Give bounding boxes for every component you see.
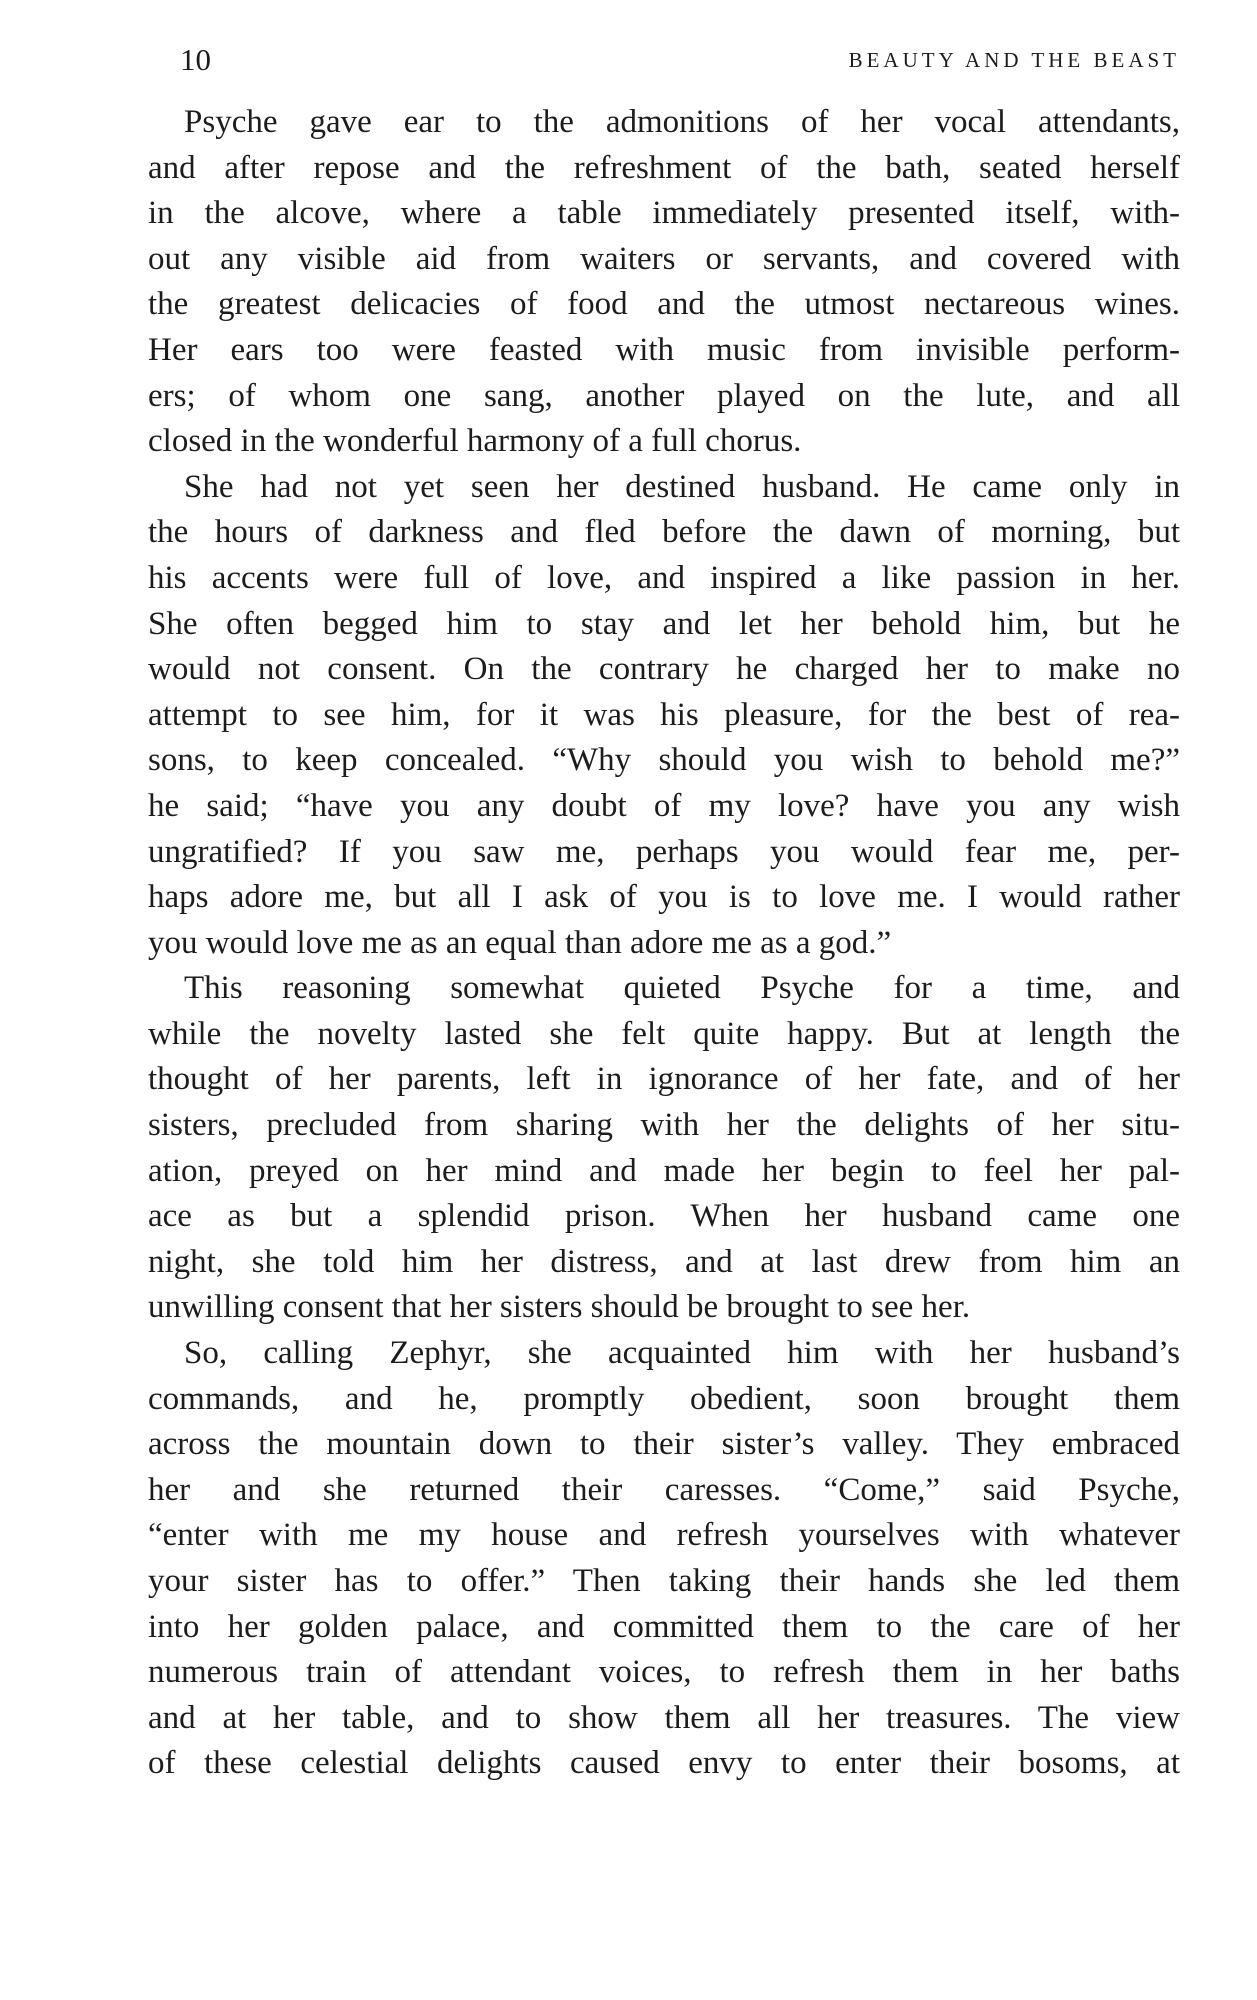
- text-line: She often begged him to stay and let her behold him, but he: [148, 605, 1180, 642]
- text-line: the greatest delicacies of food and the utmost nectareous wines.: [148, 286, 1180, 323]
- text-line: your sister has to offer.” Then taking their hands she led them: [148, 1563, 1180, 1599]
- text-line: sisters, precluded from sharing with her the delights of her situ-: [148, 1107, 1180, 1144]
- text-line: thought of her parents, left in ignorance of her fate, and of her: [148, 1061, 1180, 1098]
- text-line: unwilling consent that her sisters should be brought to see her.: [148, 1289, 971, 1326]
- text-line: he said; “have you any doubt of my love? have you any wish: [148, 787, 1180, 824]
- text-line: ungratified? If you saw me, perhaps you would fear me, per-: [148, 833, 1180, 870]
- text-line: across the mountain down to their sister’s valley. They embraced: [148, 1426, 1180, 1463]
- text-line: out any visible aid from waiters or servants, and covered with: [148, 240, 1180, 277]
- text-line: would not consent. On the contrary he charged her to make no: [148, 651, 1180, 688]
- running-title: BEAUTY AND THE BEAST: [848, 48, 1180, 72]
- text-line: of these celestial delights caused envy to enter their bosoms, at: [148, 1745, 1180, 1782]
- text-line: So, calling Zephyr, she acquainted him with her husband’s: [184, 1335, 1180, 1372]
- text-line: Her ears too were feasted with music from invisible perform-: [148, 331, 1180, 368]
- text-line: and after repose and the refreshment of the bath, seated herself: [148, 149, 1180, 186]
- text-line: her and she returned their caresses. “Come,” said Psyche,: [148, 1471, 1180, 1508]
- text-line: in the alcove, where a table immediately presented itself, with-: [148, 195, 1180, 232]
- text-line: night, she told him her distress, and at last drew from him an: [148, 1243, 1180, 1280]
- text-line: “enter with me my house and refresh yourselves with whatever: [148, 1517, 1180, 1554]
- text-line: and at her table, and to show them all her treasures. The view: [148, 1699, 1180, 1736]
- text-line: commands, and he, promptly obedient, soon brought them: [148, 1380, 1180, 1417]
- running-head: [180, 40, 1180, 80]
- text-line: haps adore me, but all I ask of you is to love me. I would rather: [148, 879, 1180, 916]
- body-text: [148, 100, 1180, 1787]
- text-line: Psyche gave ear to the admonitions of her vocal attendants,: [184, 104, 1180, 140]
- page-number: 10: [180, 42, 211, 77]
- text-line: closed in the wonderful harmony of a full chorus.: [148, 423, 802, 460]
- text-line: you would love me as an equal than adore me as a god.”: [148, 924, 892, 961]
- text-line: ation, preyed on her mind and made her begin to feel her pal-: [148, 1152, 1180, 1189]
- text-line: numerous train of attendant voices, to refresh them in her baths: [148, 1654, 1180, 1691]
- text-line: the hours of darkness and fled before the dawn of morning, but: [148, 514, 1180, 551]
- text-line: sons, to keep concealed. “Why should you wish to behold me?”: [148, 742, 1180, 779]
- text-line: while the novelty lasted she felt quite happy. But at length the: [148, 1015, 1180, 1052]
- text-line: She had not yet seen her destined husband. He came only in: [184, 468, 1180, 505]
- text-line: attempt to see him, for it was his pleasure, for the best of rea-: [148, 696, 1180, 733]
- text-line: ers; of whom one sang, another played on the lute, and all: [148, 377, 1180, 414]
- text-line: ace as but a splendid prison. When her husband came one: [148, 1198, 1180, 1235]
- text-line: into her golden palace, and committed them to the care of her: [148, 1608, 1180, 1645]
- text-line: This reasoning somewhat quieted Psyche for a time, and: [184, 970, 1180, 1007]
- text-line: his accents were full of love, and inspired a like passion in her.: [148, 559, 1180, 596]
